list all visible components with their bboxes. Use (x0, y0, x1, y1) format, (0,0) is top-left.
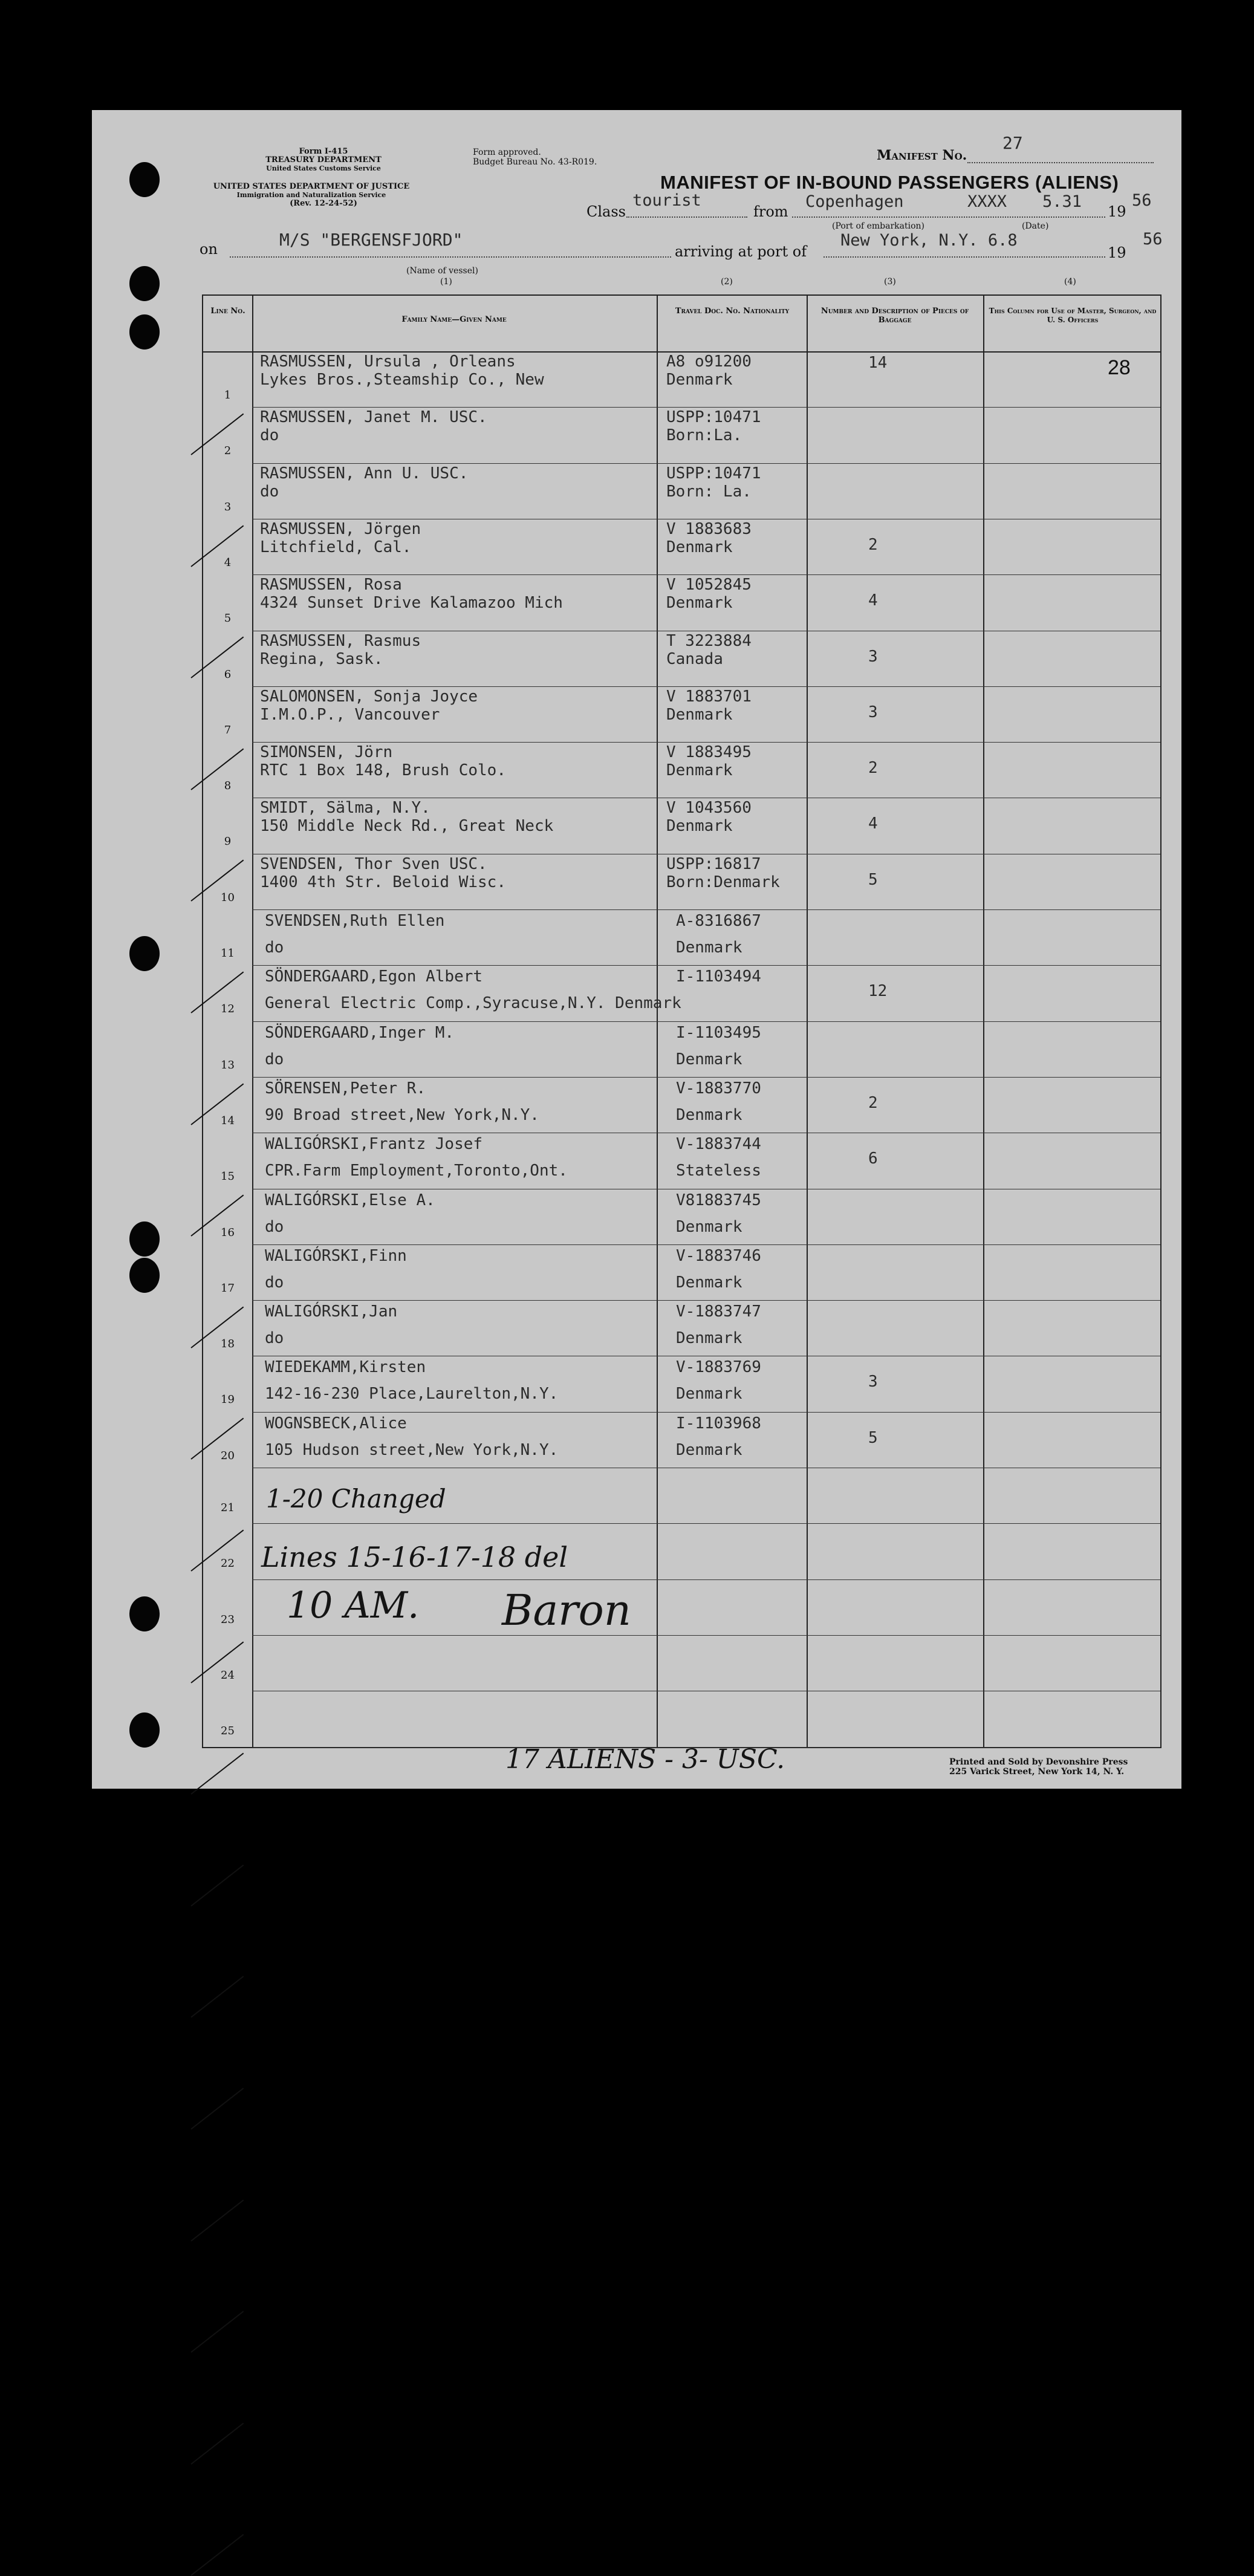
check-mark (190, 1864, 244, 1906)
treasury-dept: TREASURY DEPARTMENT (265, 155, 382, 164)
year2-value: 56 (1143, 230, 1163, 249)
from-value: Copenhagen (805, 192, 904, 211)
handwritten-note-changed: 1-20 Changed (266, 1484, 446, 1514)
travel-doc-number: A-8316867 (676, 912, 761, 930)
table-row (203, 1691, 1160, 1746)
manifest-no: 27 (1002, 133, 1023, 153)
passenger-name: SÖNDERGAARD,Egon Albert (265, 968, 483, 986)
binder-hole (129, 314, 160, 350)
line-number: 16 (221, 1226, 235, 1239)
nationality: Stateless (676, 1162, 761, 1180)
table-row (203, 742, 1160, 798)
travel-doc-number: I-1103494 (676, 968, 761, 986)
nationality: Denmark (666, 538, 733, 556)
line-number: 2 (224, 444, 232, 458)
baggage-count: 6 (868, 1150, 878, 1168)
baggage-count: 2 (868, 1093, 878, 1112)
line-number: 15 (221, 1170, 235, 1183)
travel-doc-number: V 1883495 (666, 743, 752, 762)
form-approved: Form approved. (473, 148, 541, 157)
nationality: Denmark (676, 1273, 742, 1292)
class-label: Class (586, 203, 626, 220)
vessel-caption: (Name of vessel) (406, 266, 478, 276)
line-number: 20 (221, 1449, 235, 1462)
baggage-count: 4 (868, 815, 878, 833)
passenger-address: I.M.O.P., Vancouver (260, 705, 440, 724)
travel-doc-number: V81883745 (676, 1191, 761, 1209)
travel-doc-number: V 1043560 (666, 799, 752, 818)
travel-doc-number: V-1883747 (676, 1303, 761, 1321)
arriving-label: arriving at port of (675, 243, 807, 260)
line-number: 22 (221, 1557, 235, 1570)
passenger-name: WALIGÓRSKI,Else A. (265, 1191, 435, 1209)
nationality: Denmark (666, 594, 733, 613)
check-mark (190, 2087, 244, 2129)
passenger-address: 150 Middle Neck Rd., Great Neck (260, 817, 554, 836)
col-num-2: (2) (721, 277, 733, 287)
table-row (203, 574, 1160, 630)
nationality: Denmark (676, 1105, 742, 1124)
line-number: 14 (221, 1114, 235, 1127)
passenger-name: RASMUSSEN, Ursula , Orleans (260, 353, 516, 371)
travel-doc-number: V-1883746 (676, 1246, 761, 1265)
header-officers: This Column for Use of Master, Surgeon, and U. S. Officers (989, 307, 1157, 324)
customs-service: United States Customs Service (266, 164, 381, 172)
line-number: 6 (224, 668, 232, 681)
table-row (203, 351, 1160, 407)
year-prefix: 19 (1108, 203, 1126, 220)
baggage-count: 5 (868, 870, 878, 889)
line-number: 19 (221, 1393, 235, 1407)
line-number: 1 (224, 389, 232, 402)
passenger-name: WALIGÓRSKI,Frantz Josef (265, 1135, 483, 1154)
table-row (203, 1356, 1160, 1411)
table-row (203, 1300, 1160, 1356)
baggage-count: 2 (868, 535, 878, 554)
passenger-name: SÖRENSEN,Peter R. (265, 1079, 426, 1098)
from-date: 5.31 (1042, 192, 1082, 211)
nationality: Denmark (666, 705, 733, 724)
officer-note: 28 (1108, 356, 1131, 379)
check-mark (190, 2199, 244, 2241)
passenger-name: WIEDEKAMM,Kirsten (265, 1358, 426, 1377)
table-row (203, 686, 1160, 742)
nationality: Denmark (666, 761, 733, 780)
travel-doc-number: T 3223884 (666, 631, 752, 650)
line-number: 24 (221, 1668, 235, 1682)
class-value: tourist (632, 191, 701, 210)
passenger-address: do (265, 1050, 284, 1068)
passenger-name: SVENDSEN, Thor Sven USC. (260, 854, 487, 873)
check-mark (190, 2311, 244, 2353)
travel-doc-number: I-1103968 (676, 1414, 761, 1433)
ins-service: Immigration and Naturalization Service (236, 191, 386, 199)
travel-doc-number: V-1883769 (676, 1358, 761, 1377)
passenger-name: RASMUSSEN, Ann U. USC. (260, 464, 469, 483)
nationality: Denmark (666, 371, 733, 389)
manifest-no-label: Manifest No. (877, 148, 967, 163)
line-number: 11 (221, 947, 235, 960)
check-mark (190, 1976, 244, 2018)
port-caption: (Port of embarkation) (832, 221, 924, 231)
table-row (203, 1021, 1160, 1077)
passenger-name: SMIDT, Sälma, N.Y. (260, 799, 430, 818)
table-row (203, 1244, 1160, 1300)
baggage-count: 4 (868, 591, 878, 610)
line-number: 9 (224, 835, 232, 848)
table-row (203, 798, 1160, 853)
travel-doc-number: V-1883770 (676, 1079, 761, 1098)
passenger-address: do (260, 426, 279, 445)
baggage-count: 2 (868, 759, 878, 778)
travel-doc-number: USPP:10471 (666, 464, 761, 483)
passenger-name: RASMUSSEN, Rosa (260, 576, 402, 594)
header-line-no: Line No. (210, 307, 245, 316)
table-row (203, 519, 1160, 574)
table-row (203, 631, 1160, 686)
header-travel-doc: Travel Doc. No. Nationality (675, 307, 790, 316)
nationality: Denmark (676, 1217, 742, 1236)
header-name: Family Name—Given Name (401, 315, 507, 324)
from-date-struck: XXXX (967, 192, 1007, 211)
passenger-name: RASMUSSEN, Rasmus (260, 631, 421, 650)
baggage-count: 3 (868, 1373, 878, 1391)
passenger-address: 1400 4th Str. Beloid Wisc. (260, 873, 506, 891)
line-number: 4 (224, 556, 232, 569)
nationality: Denmark (676, 1050, 742, 1068)
budget-bureau: Budget Bureau No. 43-R019. (473, 157, 597, 167)
nationality: Denmark (666, 817, 733, 836)
line-number: 25 (221, 1725, 235, 1738)
passenger-address: RTC 1 Box 148, Brush Colo. (260, 761, 506, 780)
table-row (203, 1412, 1160, 1468)
line-number: 3 (224, 500, 232, 513)
table-row (203, 1635, 1160, 1691)
col-num-1: (1) (440, 277, 452, 287)
travel-doc-number: V 1052845 (666, 576, 752, 594)
table-row (203, 407, 1160, 463)
table-row (203, 965, 1160, 1021)
binder-hole (129, 1221, 160, 1257)
binder-hole (129, 1596, 160, 1631)
binder-hole (129, 1712, 160, 1748)
check-mark (190, 2534, 244, 2576)
line-number: 5 (224, 612, 232, 625)
passenger-address: 105 Hudson street,New York,N.Y. (265, 1440, 559, 1459)
passenger-table (202, 294, 1161, 1748)
line-number: 23 (221, 1613, 235, 1626)
baggage-count: 3 (868, 703, 878, 721)
binder-hole (129, 936, 160, 971)
manifest-title: MANIFEST OF IN-BOUND PASSENGERS (ALIENS) (660, 172, 1119, 193)
passenger-name: WOGNSBECK,Alice (265, 1414, 407, 1433)
table-row (203, 854, 1160, 909)
justice-dept: UNITED STATES DEPARTMENT OF JUSTICE (213, 182, 410, 191)
line-number: 21 (221, 1501, 235, 1514)
line-number: 12 (221, 1003, 235, 1016)
passenger-name: SVENDSEN,Ruth Ellen (265, 912, 445, 930)
passenger-name: WALIGÓRSKI,Finn (265, 1246, 407, 1265)
line-number: 17 (221, 1281, 235, 1295)
passenger-address: Lykes Bros.,Steamship Co., New (260, 371, 544, 389)
handwritten-note-lines: Lines 15-16-17-18 del (261, 1541, 568, 1573)
travel-doc-number: I-1103495 (676, 1023, 761, 1042)
from-label: from (753, 203, 788, 220)
date-caption: (Date) (1022, 221, 1049, 231)
passenger-address: 4324 Sunset Drive Kalamazoo Mich (260, 594, 563, 613)
passenger-address: 90 Broad street,New York,N.Y. (265, 1105, 539, 1124)
travel-doc-number: V 1883701 (666, 687, 752, 706)
col-num-4: (4) (1064, 277, 1076, 287)
passenger-address: do (265, 1273, 284, 1292)
table-row (203, 1077, 1160, 1133)
baggage-count: 14 (868, 354, 888, 372)
nationality: Denmark (676, 1440, 742, 1459)
passenger-address: General Electric Comp.,Syracuse,N.Y. Denmark (265, 994, 681, 1013)
passenger-name: SIMONSEN, Jörn (260, 743, 393, 762)
table-row (203, 1189, 1160, 1244)
line-number: 7 (224, 723, 232, 737)
travel-doc-number: V 1883683 (666, 519, 752, 538)
passenger-address: do (265, 938, 284, 957)
nationality: Denmark (676, 1329, 742, 1348)
on-label: on (200, 241, 218, 258)
travel-doc-number: USPP:10471 (666, 408, 761, 427)
form-number: Form I-415 (299, 147, 348, 156)
binder-hole (129, 266, 160, 301)
vessel-name: M/S "BERGENSFJORD" (279, 230, 463, 250)
passenger-name: SALOMONSEN, Sonja Joyce (260, 687, 478, 706)
col-num-3: (3) (884, 277, 896, 287)
passenger-name: RASMUSSEN, Janet M. USC. (260, 408, 487, 427)
table-row (203, 1133, 1160, 1188)
header-baggage: Number and Description of Pieces of Baggage (820, 307, 969, 325)
line-number: 8 (224, 779, 232, 793)
handwritten-signature: Baron (502, 1586, 631, 1635)
check-mark (190, 2422, 244, 2464)
passenger-address: Litchfield, Cal. (260, 538, 412, 556)
nationality: Canada (666, 649, 723, 668)
nationality: Denmark (676, 938, 742, 957)
travel-doc-number: V-1883744 (676, 1135, 761, 1154)
passenger-address: do (260, 482, 279, 501)
table-row (203, 463, 1160, 519)
nationality: Denmark (676, 1385, 742, 1403)
binder-hole (129, 162, 160, 197)
passenger-address: CPR.Farm Employment,Toronto,Ont. (265, 1162, 568, 1180)
passenger-address: 142-16-230 Place,Laurelton,N.Y. (265, 1385, 559, 1403)
handwritten-total: 17 ALIENS - 3- USC. (505, 1744, 785, 1775)
baggage-count: 5 (868, 1428, 878, 1447)
baggage-count: 12 (868, 982, 888, 1001)
line-number: 13 (221, 1058, 235, 1072)
passenger-address: do (265, 1329, 284, 1348)
baggage-count: 3 (868, 647, 878, 666)
revision: (Rev. 12-24-52) (290, 199, 357, 208)
nationality: Born:La. (666, 426, 742, 445)
printer-address: 225 Varick Street, New York 14, N. Y. (949, 1767, 1125, 1777)
printer-credit: Printed and Sold by Devonshire Press (949, 1757, 1128, 1767)
year2-prefix: 19 (1108, 244, 1126, 261)
travel-doc-number: USPP:16817 (666, 854, 761, 873)
passenger-address: Regina, Sask. (260, 649, 383, 668)
nationality: Born: La. (666, 482, 752, 501)
passenger-name: WALIGÓRSKI,Jan (265, 1303, 398, 1321)
line-number: 10 (221, 891, 235, 904)
handwritten-time: 10 AM. (287, 1584, 420, 1627)
year-value: 56 (1132, 191, 1152, 210)
travel-doc-number: A8 o91200 (666, 353, 752, 371)
table-row (203, 909, 1160, 965)
nationality: Born:Denmark (666, 873, 780, 891)
arriving-value: New York, N.Y. 6.8 (840, 231, 1018, 250)
passenger-address: do (265, 1217, 284, 1236)
line-number: 18 (221, 1338, 235, 1351)
passenger-name: SÖNDERGAARD,Inger M. (265, 1023, 455, 1042)
binder-hole (129, 1258, 160, 1293)
passenger-name: RASMUSSEN, Jörgen (260, 519, 421, 538)
